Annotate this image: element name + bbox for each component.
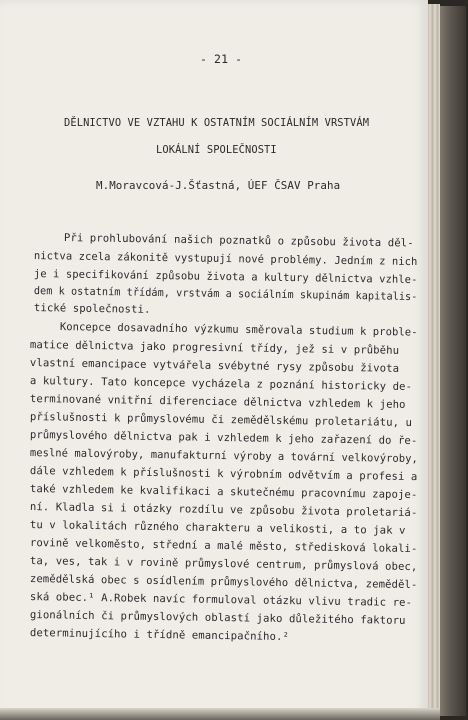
- page-edge-shadow: [436, 6, 466, 716]
- paragraph-line: rovině velkoměsto, střední a malé město, středisková lokali-: [29, 537, 418, 556]
- paragraph-line: nictva zcela zákonitě vystupují nové problémy. Jedním z nich: [33, 250, 418, 269]
- paragraph-line: průmyslového dělnictva pak i vzhledem k jeho zařazení do ře-: [29, 429, 418, 448]
- paragraph-line: terminované vnitřní diferenciace dělnictva vzhledem k jeho: [29, 393, 406, 411]
- paragraph-line: příslušnosti k průmyslovému či zemědělskému proletariátu, u: [29, 411, 413, 430]
- paragraph-line: je i specifikování způsobu života a kultury dělnictva vzhle-: [33, 268, 418, 287]
- paragraph-line: ní. Kladla si i otázky rozdílu ve způsobu života proletariá-: [29, 501, 418, 520]
- paragraph-line: matice dělnictva jako progresivní třídy, jež si v průběhu: [29, 339, 400, 357]
- paragraph-line: dále vzhledem k příslušnosti k výrobním odvětvím a profesi a: [29, 465, 418, 484]
- paragraph-line: Při prohlubování našich poznatků o způsobu života děl-: [63, 232, 414, 250]
- title-line-2: LOKÁLNÍ SPOLEČNOSTI: [156, 144, 277, 156]
- paragraph-line: Koncepce dosavadního výzkumu směrovala studium k proble-: [59, 321, 418, 339]
- paragraph-line: a kultury. Tato koncepce vycházela z poznání historicky de-: [29, 375, 413, 394]
- paragraph-line: zemědělská obec s osídlením průmyslového dělnictva, zeměděl-: [29, 573, 418, 592]
- paragraph-line: ská obec.¹ A.Robek navíc formuloval otázku vlivu tradic re-: [29, 591, 413, 610]
- page-number: - 21 -: [200, 52, 243, 66]
- page-bottom-edge: [0, 708, 440, 720]
- paragraph-line: ta, ves, tak i v rovině průmyslové centrum, průmyslová obec,: [29, 555, 418, 574]
- paragraph-line: dem k ostatním třídám, vrstvám a sociálním skupinám kapitalis-: [33, 285, 418, 304]
- paragraph-line: determinujícího i třídně emancipačního.²: [29, 627, 290, 644]
- title-line-1: DĚLNICTVO VE VZTAHU K OSTATNÍM SOCIÁLNÍM VRSTVÁM: [64, 117, 370, 129]
- paragraph-line: vlastní emancipace vytvářela svébytné rysy způsobu života: [29, 357, 400, 375]
- paragraph-line: tické společnosti.: [33, 302, 151, 316]
- paragraph-line: meslné malovýroby, manufakturní výroby a tovární velkovýroby,: [29, 447, 418, 466]
- paragraph-line: tu v lokalitách různého charakteru a velikosti, a to jak v: [29, 519, 406, 537]
- paragraph-line: také vzhledem ke kvalifikaci a skutečnému pracovnímu zapoje-: [29, 483, 418, 502]
- paragraph-line: gionálních či průmyslových oblastí jako důležitého faktoru: [29, 609, 406, 627]
- author-line: M.Moravcová-J.Šťastná, ÚEF ČSAV Praha: [96, 179, 341, 192]
